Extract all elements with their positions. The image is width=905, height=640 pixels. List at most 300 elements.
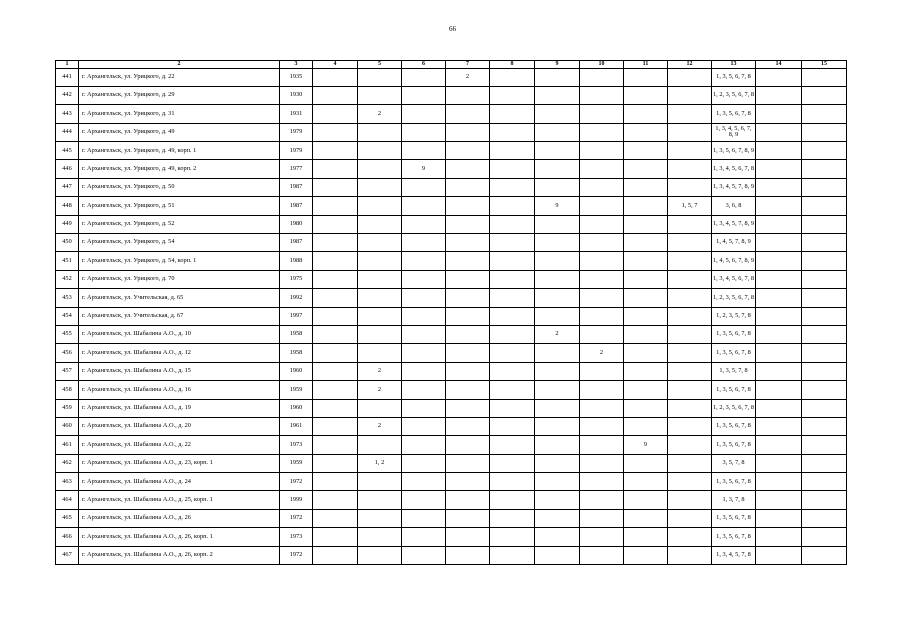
- table-row: [56, 528, 847, 546]
- col-10-cell: [580, 178, 624, 196]
- year-cell: 1987: [280, 197, 313, 215]
- col-6-cell: [402, 344, 446, 362]
- col-10-cell: 2: [580, 344, 624, 362]
- col-11-cell: [624, 215, 668, 233]
- column-header-5: 5: [358, 61, 402, 69]
- col-11-cell: [624, 473, 668, 491]
- col-5-cell: [358, 325, 402, 343]
- col-9-cell: [535, 381, 580, 399]
- col-14-cell: [756, 234, 802, 252]
- col-12-cell: [668, 215, 712, 233]
- header-row: [56, 61, 847, 69]
- row-number-cell: 451: [56, 252, 79, 270]
- col-10-cell: [580, 362, 624, 380]
- col-14-cell: [756, 160, 802, 178]
- col-4-cell: [313, 86, 358, 104]
- col-15-cell: [802, 142, 847, 160]
- col-15-cell: [802, 307, 847, 325]
- col-6-cell: [402, 325, 446, 343]
- col-10-cell: [580, 123, 624, 141]
- col-5-cell: [358, 289, 402, 307]
- col-5-cell: [358, 142, 402, 160]
- col-9-cell: [535, 86, 580, 104]
- address-cell: г. Архангельск, ул. Шабалина А.О., д. 20: [79, 417, 280, 435]
- col-10-cell: [580, 454, 624, 472]
- column-header-15: 15: [802, 61, 847, 69]
- col-5-cell: [358, 234, 402, 252]
- row-number-cell: 463: [56, 473, 79, 491]
- col-7-cell: [446, 417, 490, 435]
- col-4-cell: [313, 473, 358, 491]
- col-15-cell: [802, 381, 847, 399]
- address-cell: г. Архангельск, ул. Урицкого, д. 31: [79, 105, 280, 123]
- col-7-cell: [446, 105, 490, 123]
- col-7-cell: [446, 362, 490, 380]
- col-4-cell: [313, 197, 358, 215]
- col-5-cell: [358, 270, 402, 288]
- col-5-cell: [358, 344, 402, 362]
- col-15-cell: [802, 325, 847, 343]
- col-10-cell: [580, 160, 624, 178]
- col-9-cell: 2: [535, 325, 580, 343]
- col-13-cell: 3, 5, 7, 8: [712, 454, 756, 472]
- col-4-cell: [313, 399, 358, 417]
- table-row: [56, 68, 847, 86]
- col-4-cell: [313, 160, 358, 178]
- col-9-cell: [535, 68, 580, 86]
- table-row: [56, 399, 847, 417]
- col-11-cell: [624, 417, 668, 435]
- row-number-cell: 444: [56, 123, 79, 141]
- col-10-cell: [580, 105, 624, 123]
- address-cell: г. Архангельск, ул. Шабалина А.О., д. 26, корп. 1: [79, 528, 280, 546]
- col-15-cell: [802, 178, 847, 196]
- col-11-cell: [624, 86, 668, 104]
- year-cell: 1961: [280, 417, 313, 435]
- col-9-cell: [535, 344, 580, 362]
- col-8-cell: [490, 325, 535, 343]
- col-12-cell: [668, 123, 712, 141]
- col-5-cell: 2: [358, 362, 402, 380]
- col-8-cell: [490, 491, 535, 509]
- col-8-cell: [490, 215, 535, 233]
- col-6-cell: [402, 270, 446, 288]
- col-6-cell: [402, 417, 446, 435]
- col-9-cell: [535, 252, 580, 270]
- col-14-cell: [756, 344, 802, 362]
- col-14-cell: [756, 362, 802, 380]
- col-11-cell: [624, 491, 668, 509]
- col-9-cell: [535, 417, 580, 435]
- col-6-cell: [402, 491, 446, 509]
- table-row: [56, 473, 847, 491]
- col-11-cell: [624, 105, 668, 123]
- col-13-cell: 1, 3, 4, 5, 7, 8, 9: [712, 215, 756, 233]
- col-13-cell: 1, 3, 4, 5, 6, 7, 8: [712, 270, 756, 288]
- address-cell: г. Архангельск, ул. Урицкого, д. 49, корп. 2: [79, 160, 280, 178]
- col-9-cell: [535, 105, 580, 123]
- address-cell: г. Архангельск, ул. Шабалина А.О., д. 24: [79, 473, 280, 491]
- year-cell: 1999: [280, 491, 313, 509]
- col-8-cell: [490, 528, 535, 546]
- col-13-cell: 1, 3, 5, 6, 7, 8: [712, 528, 756, 546]
- col-9-cell: [535, 362, 580, 380]
- col-12-cell: [668, 491, 712, 509]
- col-12-cell: [668, 68, 712, 86]
- row-number-cell: 461: [56, 436, 79, 454]
- col-13-cell: 1, 3, 4, 5, 7, 8, 9: [712, 178, 756, 196]
- col-6-cell: [402, 546, 446, 564]
- col-13-cell: 1, 3, 5, 7, 8: [712, 362, 756, 380]
- col-15-cell: [802, 344, 847, 362]
- col-7-cell: [446, 234, 490, 252]
- col-8-cell: [490, 86, 535, 104]
- col-15-cell: [802, 399, 847, 417]
- col-13-cell: 1, 3, 5, 6, 7, 8, 9: [712, 142, 756, 160]
- col-13-cell: 3, 6, 8: [712, 197, 756, 215]
- col-11-cell: [624, 307, 668, 325]
- col-15-cell: [802, 491, 847, 509]
- col-14-cell: [756, 142, 802, 160]
- row-number-cell: 459: [56, 399, 79, 417]
- col-13-cell: 1, 3, 4, 5, 6, 7, 8: [712, 160, 756, 178]
- col-7-cell: [446, 197, 490, 215]
- col-5-cell: [358, 436, 402, 454]
- col-11-cell: 9: [624, 436, 668, 454]
- col-12-cell: [668, 546, 712, 564]
- col-14-cell: [756, 509, 802, 527]
- col-9-cell: [535, 546, 580, 564]
- col-7-cell: 2: [446, 68, 490, 86]
- page-number: 66: [449, 25, 456, 33]
- col-4-cell: [313, 270, 358, 288]
- col-7-cell: [446, 307, 490, 325]
- col-14-cell: [756, 270, 802, 288]
- table-row: [56, 123, 847, 141]
- col-13-cell: 1, 4, 5, 7, 8, 9: [712, 234, 756, 252]
- col-4-cell: [313, 344, 358, 362]
- col-10-cell: [580, 197, 624, 215]
- col-11-cell: [624, 381, 668, 399]
- col-14-cell: [756, 399, 802, 417]
- col-14-cell: [756, 307, 802, 325]
- row-number-cell: 455: [56, 325, 79, 343]
- year-cell: 1958: [280, 325, 313, 343]
- col-12-cell: [668, 160, 712, 178]
- col-10-cell: [580, 417, 624, 435]
- col-4-cell: [313, 417, 358, 435]
- col-6-cell: [402, 528, 446, 546]
- row-number-cell: 462: [56, 454, 79, 472]
- col-8-cell: [490, 546, 535, 564]
- col-4-cell: [313, 436, 358, 454]
- col-11-cell: [624, 509, 668, 527]
- year-cell: 1988: [280, 252, 313, 270]
- col-14-cell: [756, 123, 802, 141]
- col-12-cell: [668, 178, 712, 196]
- col-8-cell: [490, 454, 535, 472]
- table-row: [56, 436, 847, 454]
- col-13-cell: 1, 3, 4, 5, 6, 7, 8, 9: [712, 123, 756, 141]
- col-10-cell: [580, 307, 624, 325]
- col-7-cell: [446, 215, 490, 233]
- table-row: [56, 307, 847, 325]
- col-9-cell: [535, 160, 580, 178]
- col-7-cell: [446, 325, 490, 343]
- col-15-cell: [802, 68, 847, 86]
- col-4-cell: [313, 123, 358, 141]
- col-5-cell: [358, 473, 402, 491]
- col-5-cell: [358, 197, 402, 215]
- col-13-cell: 1, 3, 5, 6, 7, 8: [712, 344, 756, 362]
- column-header-4: 4: [313, 61, 358, 69]
- col-9-cell: [535, 123, 580, 141]
- col-10-cell: [580, 381, 624, 399]
- address-cell: г. Архангельск, ул. Шабалина А.О., д. 16: [79, 381, 280, 399]
- col-12-cell: [668, 105, 712, 123]
- col-13-cell: 1, 4, 5, 6, 7, 8, 9: [712, 252, 756, 270]
- col-10-cell: [580, 436, 624, 454]
- col-7-cell: [446, 252, 490, 270]
- col-11-cell: [624, 454, 668, 472]
- col-4-cell: [313, 381, 358, 399]
- address-cell: г. Архангельск, ул. Шабалина А.О., д. 25, корп. 1: [79, 491, 280, 509]
- col-5-cell: [358, 528, 402, 546]
- col-4-cell: [313, 215, 358, 233]
- col-9-cell: [535, 142, 580, 160]
- col-6-cell: 9: [402, 160, 446, 178]
- column-header-1: 1: [56, 61, 79, 69]
- address-cell: г. Архангельск, ул. Учительская, д. 67: [79, 307, 280, 325]
- col-4-cell: [313, 234, 358, 252]
- col-11-cell: [624, 399, 668, 417]
- year-cell: 1979: [280, 142, 313, 160]
- column-header-6: 6: [402, 61, 446, 69]
- col-11-cell: [624, 160, 668, 178]
- col-8-cell: [490, 123, 535, 141]
- col-5-cell: [358, 491, 402, 509]
- col-4-cell: [313, 68, 358, 86]
- column-header-9: 9: [535, 61, 580, 69]
- col-15-cell: [802, 234, 847, 252]
- col-13-cell: 1, 3, 4, 5, 7, 8: [712, 546, 756, 564]
- col-10-cell: [580, 509, 624, 527]
- col-15-cell: [802, 252, 847, 270]
- col-11-cell: [624, 528, 668, 546]
- address-cell: г. Архангельск, ул. Шабалина А.О., д. 26, корп. 2: [79, 546, 280, 564]
- table-row: [56, 142, 847, 160]
- col-11-cell: [624, 289, 668, 307]
- col-8-cell: [490, 344, 535, 362]
- col-6-cell: [402, 68, 446, 86]
- address-cell: г. Архангельск, ул. Шабалина А.О., д. 23, корп. 1: [79, 454, 280, 472]
- col-15-cell: [802, 160, 847, 178]
- col-6-cell: [402, 289, 446, 307]
- address-cell: г. Архангельск, ул. Урицкого, д. 54, корп. 1: [79, 252, 280, 270]
- column-header-12: 12: [668, 61, 712, 69]
- row-number-cell: 448: [56, 197, 79, 215]
- col-10-cell: [580, 473, 624, 491]
- address-cell: г. Архангельск, ул. Шабалина А.О., д. 12: [79, 344, 280, 362]
- address-cell: г. Архангельск, ул. Учительская, д. 65: [79, 289, 280, 307]
- col-13-cell: 1, 3, 7, 8: [712, 491, 756, 509]
- col-10-cell: [580, 142, 624, 160]
- col-4-cell: [313, 454, 358, 472]
- col-14-cell: [756, 178, 802, 196]
- table-row: [56, 270, 847, 288]
- col-13-cell: 1, 3, 5, 6, 7, 8: [712, 436, 756, 454]
- col-14-cell: [756, 325, 802, 343]
- col-11-cell: [624, 362, 668, 380]
- col-13-cell: 1, 3, 5, 6, 7, 8: [712, 325, 756, 343]
- table-row: [56, 417, 847, 435]
- col-10-cell: [580, 86, 624, 104]
- year-cell: 1973: [280, 436, 313, 454]
- col-12-cell: [668, 344, 712, 362]
- col-7-cell: [446, 454, 490, 472]
- year-cell: 1959: [280, 381, 313, 399]
- column-header-2: 2: [79, 61, 280, 69]
- year-cell: 1977: [280, 160, 313, 178]
- col-12-cell: [668, 270, 712, 288]
- col-6-cell: [402, 509, 446, 527]
- col-12-cell: [668, 417, 712, 435]
- address-cell: г. Архангельск, ул. Урицкого, д. 22: [79, 68, 280, 86]
- col-5-cell: [358, 546, 402, 564]
- column-header-11: 11: [624, 61, 668, 69]
- col-14-cell: [756, 546, 802, 564]
- year-cell: 1980: [280, 215, 313, 233]
- col-7-cell: [446, 142, 490, 160]
- year-cell: 1992: [280, 289, 313, 307]
- col-8-cell: [490, 417, 535, 435]
- col-15-cell: [802, 436, 847, 454]
- col-10-cell: [580, 215, 624, 233]
- col-6-cell: [402, 234, 446, 252]
- col-6-cell: [402, 215, 446, 233]
- col-4-cell: [313, 178, 358, 196]
- address-cell: г. Архангельск, ул. Урицкого, д. 52: [79, 215, 280, 233]
- col-10-cell: [580, 528, 624, 546]
- col-15-cell: [802, 123, 847, 141]
- col-10-cell: [580, 252, 624, 270]
- col-15-cell: [802, 417, 847, 435]
- row-number-cell: 449: [56, 215, 79, 233]
- table-row: [56, 289, 847, 307]
- column-header-3: 3: [280, 61, 313, 69]
- col-8-cell: [490, 160, 535, 178]
- col-11-cell: [624, 178, 668, 196]
- col-9-cell: [535, 454, 580, 472]
- col-7-cell: [446, 86, 490, 104]
- row-number-cell: 447: [56, 178, 79, 196]
- col-6-cell: [402, 362, 446, 380]
- column-header-14: 14: [756, 61, 802, 69]
- col-12-cell: [668, 142, 712, 160]
- row-number-cell: 466: [56, 528, 79, 546]
- col-11-cell: [624, 142, 668, 160]
- table-row: [56, 509, 847, 527]
- col-8-cell: [490, 105, 535, 123]
- col-15-cell: [802, 546, 847, 564]
- year-cell: 1931: [280, 105, 313, 123]
- col-12-cell: [668, 399, 712, 417]
- col-6-cell: [402, 252, 446, 270]
- col-12-cell: [668, 362, 712, 380]
- col-9-cell: [535, 436, 580, 454]
- col-6-cell: [402, 454, 446, 472]
- col-11-cell: [624, 197, 668, 215]
- col-6-cell: [402, 142, 446, 160]
- year-cell: 1960: [280, 362, 313, 380]
- col-10-cell: [580, 270, 624, 288]
- col-9-cell: [535, 270, 580, 288]
- col-9-cell: [535, 307, 580, 325]
- year-cell: 1935: [280, 68, 313, 86]
- col-14-cell: [756, 197, 802, 215]
- col-9-cell: [535, 178, 580, 196]
- col-13-cell: 1, 2, 3, 5, 6, 7, 8: [712, 399, 756, 417]
- table-row: [56, 86, 847, 104]
- col-11-cell: [624, 234, 668, 252]
- row-number-cell: 450: [56, 234, 79, 252]
- col-7-cell: [446, 178, 490, 196]
- col-14-cell: [756, 417, 802, 435]
- row-number-cell: 446: [56, 160, 79, 178]
- col-15-cell: [802, 86, 847, 104]
- col-5-cell: [358, 86, 402, 104]
- col-5-cell: [358, 399, 402, 417]
- address-cell: г. Архангельск, ул. Шабалина А.О., д. 19: [79, 399, 280, 417]
- col-8-cell: [490, 381, 535, 399]
- col-4-cell: [313, 289, 358, 307]
- row-number-cell: 442: [56, 86, 79, 104]
- col-8-cell: [490, 399, 535, 417]
- col-12-cell: 1, 5, 7: [668, 197, 712, 215]
- row-number-cell: 453: [56, 289, 79, 307]
- table-row: [56, 454, 847, 472]
- row-number-cell: 456: [56, 344, 79, 362]
- year-cell: 1975: [280, 270, 313, 288]
- col-12-cell: [668, 234, 712, 252]
- address-cell: г. Архангельск, ул. Шабалина А.О., д. 26: [79, 509, 280, 527]
- col-6-cell: [402, 86, 446, 104]
- col-5-cell: 2: [358, 105, 402, 123]
- col-5-cell: 2: [358, 381, 402, 399]
- col-14-cell: [756, 491, 802, 509]
- col-11-cell: [624, 325, 668, 343]
- col-13-cell: 1, 3, 5, 6, 7, 8: [712, 105, 756, 123]
- col-9-cell: [535, 399, 580, 417]
- col-11-cell: [624, 123, 668, 141]
- col-9-cell: 9: [535, 197, 580, 215]
- col-5-cell: [358, 509, 402, 527]
- year-cell: 1972: [280, 509, 313, 527]
- col-5-cell: [358, 123, 402, 141]
- table-row: [56, 215, 847, 233]
- col-15-cell: [802, 105, 847, 123]
- col-13-cell: 1, 3, 5, 6, 7, 8: [712, 68, 756, 86]
- col-7-cell: [446, 381, 490, 399]
- col-10-cell: [580, 491, 624, 509]
- table-row: [56, 252, 847, 270]
- table-row: [56, 178, 847, 196]
- col-6-cell: [402, 105, 446, 123]
- col-14-cell: [756, 381, 802, 399]
- col-5-cell: [358, 160, 402, 178]
- col-8-cell: [490, 178, 535, 196]
- col-15-cell: [802, 454, 847, 472]
